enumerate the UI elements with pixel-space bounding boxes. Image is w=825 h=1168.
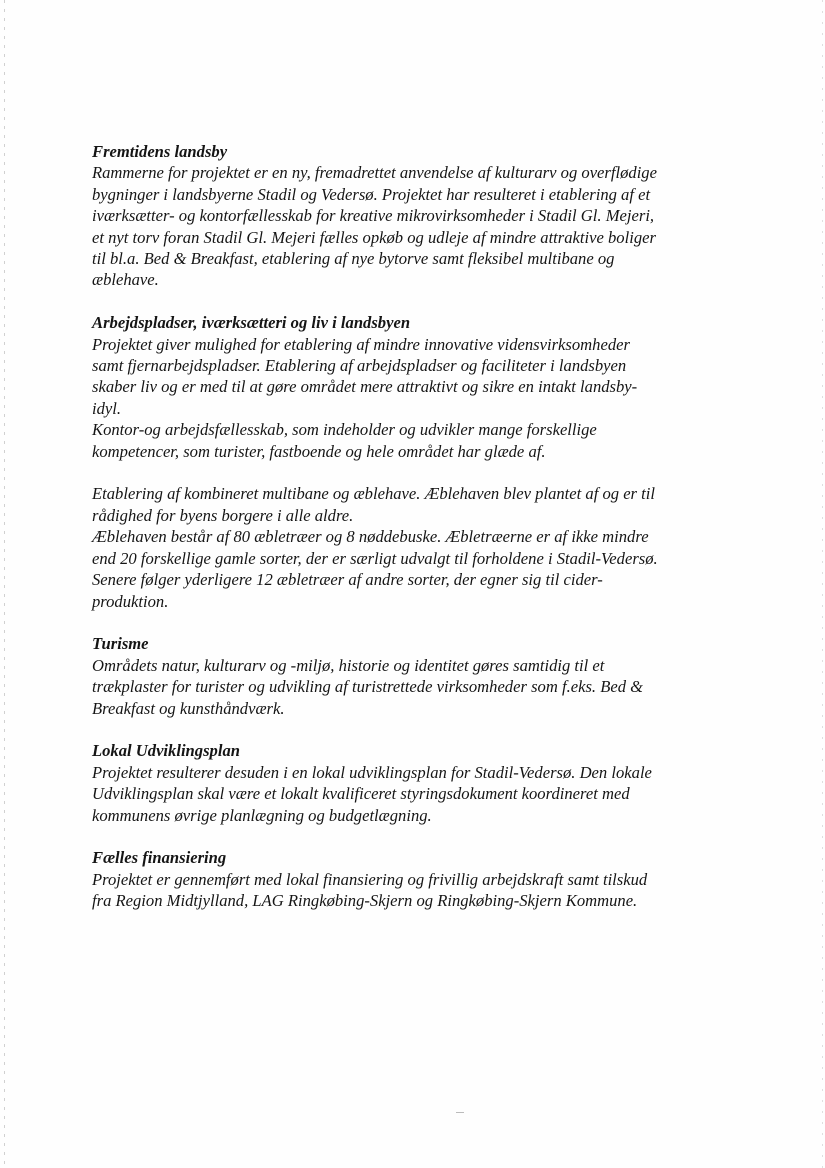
paragraph-line: til bl.a. Bed & Breakfast, etablering af nye bytorve samt fleksibel multibane og (92, 249, 615, 269)
paragraph-line: kompetencer, som turister, fastboende og hele området har glæde af. (92, 441, 546, 461)
paragraph-line: Etablering af kombineret multibane og æblehave. Æblehaven blev plantet af og er til (92, 484, 655, 504)
paragraph-line: samt fjernarbejdspladser. Etablering af arbejdspladser og faciliteter i landsbyen (92, 356, 627, 376)
paragraph-line: iværksætter- og kontorfællesskab for kreative mikrovirksomheder i Stadil Gl. Mejeri, (92, 206, 655, 226)
section-heading: Fælles finansiering (92, 848, 227, 868)
document-section (92, 483, 742, 611)
paragraph-line: Projektet resulterer desuden i en lokal udviklingsplan for Stadil-Vedersø. Den lokale (92, 762, 652, 782)
paragraph-line: Æblehaven består af 80 æbletræer og 8 nøddebuske. Æbletræerne er af ikke mindre (92, 527, 649, 547)
paragraph-line: Områdets natur, kulturarv og -miljø, historie og identitet gøres samtidig til et (92, 655, 605, 675)
paragraph-line: produktion. (92, 591, 169, 611)
paragraph-line: kommunens øvrige planlægning og budgetlægning. (92, 805, 432, 825)
section-heading: Lokal Udviklingsplan (92, 741, 240, 761)
paragraph-line: Udviklingsplan skal være et lokalt kvalificeret styringsdokument koordineret med (92, 784, 630, 804)
scan-edge-right (822, 0, 823, 1168)
document-section (92, 141, 742, 291)
paragraph-line: bygninger i landsbyerne Stadil og Vedersø. Projektet har resulteret i etablering af et (92, 184, 651, 204)
paragraph-line: Breakfast og kunsthåndværk. (92, 698, 285, 718)
scan-speck (456, 1112, 464, 1113)
paragraph-line: Projektet er gennemført med lokal finansiering og frivillig arbejdskraft samt tilskud (92, 869, 648, 889)
paragraph-line: rådighed for byens borgere i alle aldre. (92, 505, 354, 525)
paragraph-line: end 20 forskellige gamle sorter, der er særligt udvalgt til forholdene i Stadil-Vedersø. (92, 548, 658, 568)
paragraph-line: æblehave. (92, 270, 159, 290)
section-heading: Fremtidens landsby (92, 142, 228, 161)
scan-edge-left (4, 0, 5, 1168)
document-section (92, 740, 742, 826)
paragraph-line: Projektet giver mulighed for etablering af mindre innovative vidensvirksomheder (92, 334, 630, 354)
document-body (92, 141, 742, 933)
paragraph-line: fra Region Midtjylland, LAG Ringkøbing-Skjern og Ringkøbing-Skjern Kommune. (92, 891, 638, 911)
paragraph-line: idyl. (92, 398, 122, 418)
paragraph-line: Senere følger yderligere 12 æbletræer af andre sorter, der egner sig til cider- (92, 570, 603, 590)
section-heading: Arbejdspladser, iværksætteri og liv i landsbyen (92, 313, 411, 333)
paragraph-line: trækplaster for turister og udvikling af turistrettede virksomheder som f.eks. Bed & (92, 677, 644, 697)
document-section (92, 847, 742, 911)
paragraph-line: et nyt torv foran Stadil Gl. Mejeri fælles opkøb og udleje af mindre attraktive boliger (92, 227, 656, 247)
document-section (92, 312, 742, 462)
section-heading: Turisme (92, 634, 149, 654)
paragraph-line: skaber liv og er med til at gøre området mere attraktivt og sikre en intakt landsby- (92, 377, 638, 397)
paragraph-line: Rammerne for projektet er en ny, fremadrettet anvendelse af kulturarv og overflødige (92, 163, 657, 183)
document-section (92, 633, 742, 719)
paragraph-line: Kontor-og arbejdsfællesskab, som indeholder og udvikler mange forskellige (92, 420, 597, 440)
